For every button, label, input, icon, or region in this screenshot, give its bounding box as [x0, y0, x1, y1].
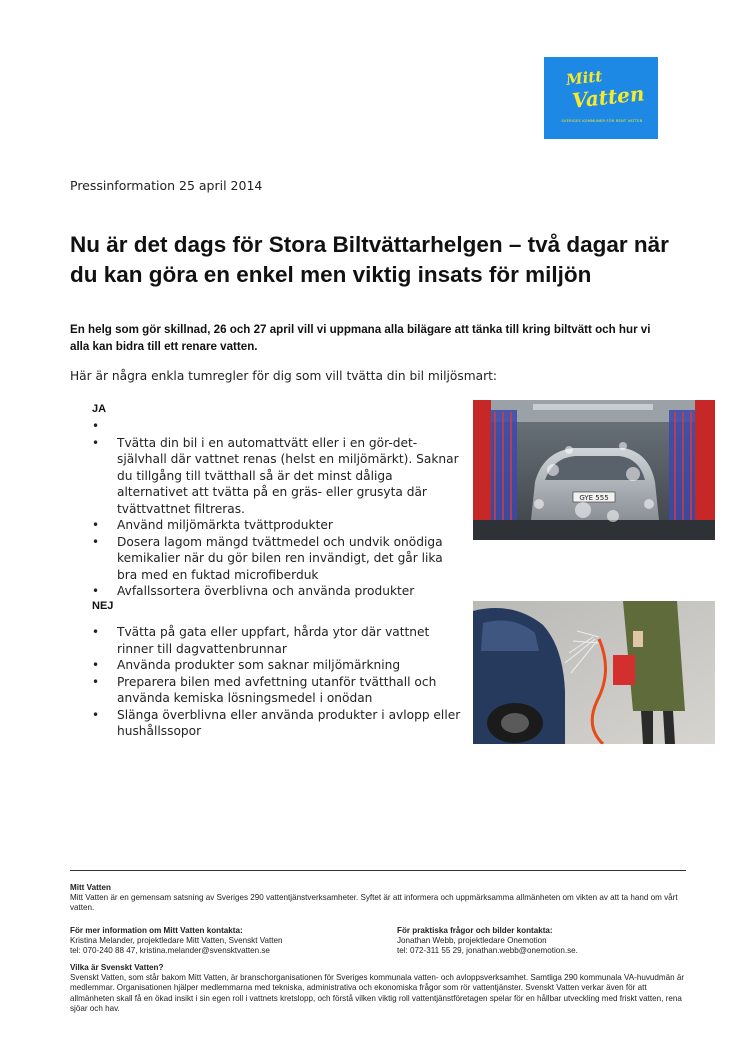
sv-heading: Vilka är Svenskt Vatten? — [70, 963, 164, 972]
list-item: • Använd miljömärkta tvättprodukter — [92, 517, 462, 534]
contact1-tel: tel: 070-240 88 47, kristina.melander@svensktvatten.se — [70, 946, 270, 956]
car-wash-photo — [473, 400, 715, 540]
contact2-name: Jonathan Webb, projektledare Onemotion — [397, 936, 547, 946]
footer-about-text: Mitt Vatten är en gemensam satsning av Sveriges 290 vattentjänstverksamheter. Syftet är att informera och uppmärksamma allmänheten om vikten av att ta hand om vårt vatten. — [70, 893, 678, 913]
logo-tagline: SVERIGES KOMMUNER FÖR RENT VATTEN — [561, 119, 643, 123]
contact2-heading: För praktiska frågor och bilder kontakta: — [397, 926, 553, 935]
footer-svenskt-vatten — [70, 963, 686, 1014]
footer-divider — [70, 870, 686, 871]
lead-paragraph: En helg som gör skillnad, 26 och 27 april vill vi uppmana alla bilägare att tänka till kring biltvätt och hur vi alla kan bidra till ett renare vatten. — [70, 323, 651, 353]
list-item: • Preparera bilen med avfettning utanför tvätthall och använda kemiska lösningsmedel i onödan — [92, 674, 462, 707]
intro-text: Här är några enkla tumregler för dig som vill tvätta din bil miljösmart: — [70, 369, 497, 383]
press-info: Pressinformation 25 april 2014 — [70, 178, 263, 193]
list-item: • Slänga överblivna eller använda produkter i avlopp eller hushållssopor — [92, 707, 462, 740]
list-item: • Tvätta på gata eller uppfart, hårda ytor där vattnet rinner till dagvattenbrunnar — [92, 624, 462, 657]
car-wash-illustration — [473, 400, 715, 540]
street-wash-photo — [473, 601, 715, 744]
footer-about-heading: Mitt Vatten — [70, 883, 111, 892]
list-item — [92, 418, 462, 435]
nej-list — [92, 624, 462, 740]
contact2-tel: tel: 072-311 55 29, jonathan.webb@onemotion.se. — [397, 946, 578, 956]
ja-heading: JA — [92, 403, 107, 415]
footer-about — [70, 883, 686, 914]
page-title: Nu är det dags för Stora Biltvättarhelgen – två dagar när du kan göra en enkel men viktig insats för miljön — [70, 232, 669, 287]
street-wash-illustration — [473, 601, 715, 744]
list-item: • Avfallssortera överblivna och använda produkter — [92, 583, 462, 600]
footer-contact-practical — [397, 926, 687, 957]
list-item: • Tvätta din bil i en automattvätt eller i en gör-det-självhall där vattnet renas (helst en miljömärkt). Saknar du tillgång till tvätthall så är det minst dåliga alternativet att tvätta på en gräs- eller grusyta där tvättvattnet filtreras. — [92, 435, 462, 518]
license-plate: GYE 555 — [579, 494, 609, 502]
sv-text: Svenskt Vatten, som står bakom Mitt Vatten, är branschorganisationen för Sveriges kommunala vatten- och avloppsverksamhet. Samtliga 290 kommunala VA-huvudmän är medlemmar. Organisationen hjälper medlemmarna med tekniska, administrativa och ekonomiska frågor som rör vattentjänster. Svenskt Vatten verkar även för att allmänheten skall få en ökad insikt i sin egen roll i vattnets kretslopp, och förstå vilken viktig roll vattentjänstföretagen spelar för en hållbar utveckling med friskt vatten, rena sjöar och hav. — [70, 973, 685, 1013]
ja-list — [92, 418, 462, 600]
mitt-vatten-logo — [544, 57, 658, 139]
list-item: • Dosera lagom mängd tvättmedel och undvik onödiga kemikalier när du gör bilen ren invändigt, det går lika bra med en fuktad microfiberduk — [92, 534, 462, 584]
contact1-name: Kristina Melander, projektledare Mitt Vatten, Svenskt Vatten — [70, 936, 283, 946]
contact1-heading: För mer information om Mitt Vatten kontakta: — [70, 926, 243, 935]
logo-line1: Mitt — [565, 67, 604, 89]
list-item: • Använda produkter som saknar miljömärkning — [92, 657, 462, 674]
footer-contact-info — [70, 926, 390, 957]
logo-line2: Vatten — [570, 81, 646, 113]
nej-heading: NEJ — [92, 600, 114, 612]
